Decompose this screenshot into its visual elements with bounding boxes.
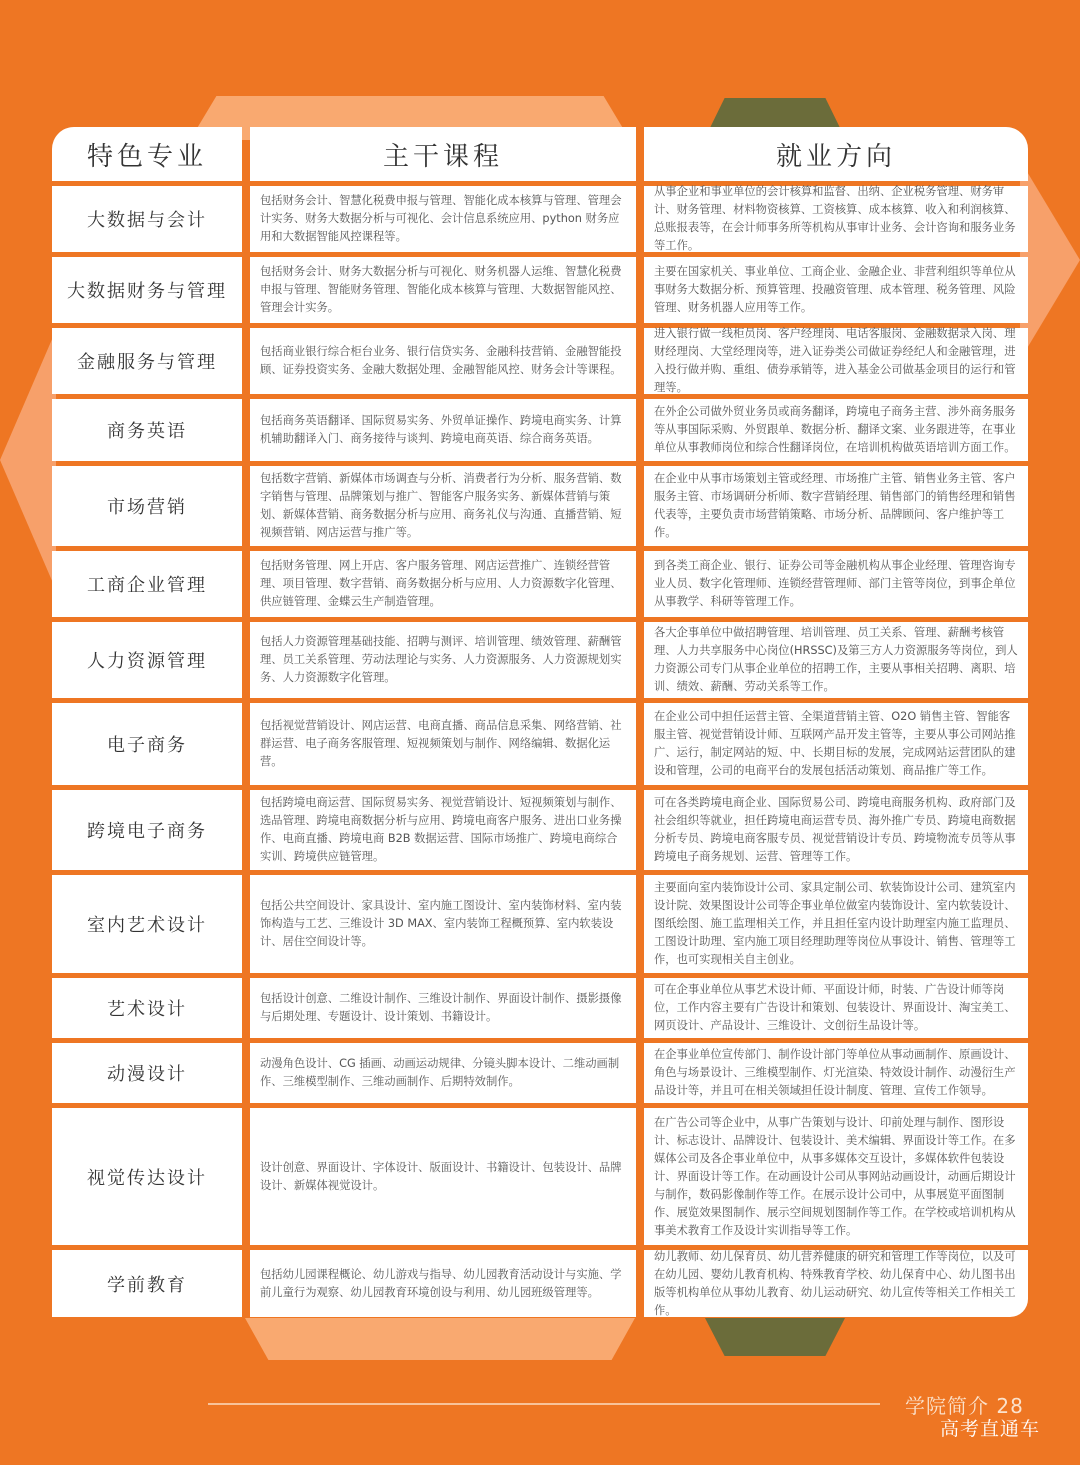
watermark: 高考直通车 xyxy=(940,1418,1041,1440)
major-name: 艺术设计 xyxy=(52,978,242,1038)
course-list: 设计创意、界面设计、字体设计、版面设计、书籍设计、包装设计、品牌设计、新媒体视觉设计。 xyxy=(250,1108,636,1245)
major-name: 电子商务 xyxy=(52,703,242,785)
course-list: 包括商务英语翻译、国际贸易实务、外贸单证操作、跨境电商实务、计算机辅助翻译入门、商务接待与谈判、跨境电商英语、综合商务英语。 xyxy=(250,399,636,461)
career-direction: 从事企业和事业单位的会计核算和监督、出纳、企业税务管理、财务审计、财务管理、材料物资核算、工资核算、成本核算、收入和利润核算、总账报表等，在会计师事务所等机构从事审计业务、会计咨询和服务业务等工作。 xyxy=(644,186,1028,252)
majors-table xyxy=(52,127,1028,1317)
course-list: 包括数字营销、新媒体市场调查与分析、消费者行为分析、服务营销、数字销售与管理、品牌策划与推广、智能客户服务实务、新媒体营销与策划、新媒体营销、商务数据分析与应用、商务礼仪与沟通、直播营销、短视频营销、网店运营与推广等。 xyxy=(250,466,636,546)
course-list: 包括商业银行综合柜台业务、银行信贷实务、金融科技营销、金融智能投顾、证券投资实务、金融大数据处理、金融智能风控、财务会计等课程。 xyxy=(250,328,636,394)
major-name: 工商企业管理 xyxy=(52,551,242,617)
course-list: 包括财务会计、财务大数据分析与可视化、财务机器人运维、智慧化税费申报与管理、智能财务管理、智能化成本核算与管理、大数据智能风控、管理会计实务。 xyxy=(250,257,636,323)
major-name: 动漫设计 xyxy=(52,1043,242,1103)
career-direction: 在广告公司等企业中，从事广告策划与设计、印前处理与制作、图形设计、标志设计、品牌设计、包装设计、美术编辑、界面设计等工作。在多媒体公司及各企事业单位中，从事多媒体交互设计，多媒体软件包装设计、界面设计等工作。在动画设计公司从事网站动画设计，动画后期设计与制作，数码影像制作等工作。在展示设计公司中，从事展览平面图制作、展览效果图制作、展示空间规划图制作等工作。在学校或培训机构从事美术教育工作及设计实训指导等工作。 xyxy=(644,1108,1028,1245)
career-direction: 在企事业单位宣传部门、制作设计部门等单位从事动画制作、原画设计、角色与场景设计、三维模型制作、灯光渲染、特效设计制作、动漫衍生产品设计等，并且可在相关领域担任设计制度、管理、宣传工作领导。 xyxy=(644,1043,1028,1103)
major-name: 学前教育 xyxy=(52,1250,242,1317)
major-name: 大数据财务与管理 xyxy=(52,257,242,323)
course-list: 动漫角色设计、CG 插画、动画运动规律、分镜头脚本设计、二维动画制作、三维模型制作、三维动画制作、后期特效制作。 xyxy=(250,1043,636,1103)
career-direction: 到各类工商企业、银行、证券公司等金融机构从事企业经理、管理咨询专业人员、数字化管理师、连锁经营管理师、部门主管等岗位，到事企单位从事教学、科研等管理工作。 xyxy=(644,551,1028,617)
decor-triangle-left xyxy=(0,330,56,590)
career-direction: 主要面向室内装饰设计公司、家具定制公司、软装饰设计公司、建筑室内设计院、效果图设计公司等企事业单位做室内装饰设计、室内软装设计、图纸绘图、施工监理相关工作，并且担任室内设计助理室内施工监理员、工图设计助理、室内施工项目经理助理等岗位从事设计、销售、管理等工作，也可实现相关自主创业。 xyxy=(644,875,1028,973)
course-list: 包括跨境电商运营、国际贸易实务、视觉营销设计、短视频策划与制作、选品管理、跨境电商数据分析与应用、跨境电商客户服务、进出口业务操作、电商直播、跨境电商 B2B 数据运营、国际市场推广、跨境电商综合实训、跨境供应链管理。 xyxy=(250,790,636,870)
major-name: 市场营销 xyxy=(52,466,242,546)
major-name: 大数据与会计 xyxy=(52,186,242,252)
header-major: 特色专业 xyxy=(52,127,242,181)
course-list: 包括财务会计、智慧化税费申报与管理、智能化成本核算与管理、管理会计实务、财务大数据分析与可视化、会计信息系统应用、python 财务应用和大数据智能风控课程等。 xyxy=(250,186,636,252)
header-career: 就业方向 xyxy=(644,127,1028,181)
major-name: 视觉传达设计 xyxy=(52,1108,242,1245)
course-list: 包括视觉营销设计、网店运营、电商直播、商品信息采集、网络营销、社群运营、电子商务客服管理、短视频策划与制作、网络编辑、数据化运营。 xyxy=(250,703,636,785)
career-direction: 幼儿教师、幼儿保育员、幼儿营养健康的研究和管理工作等岗位，以及可在幼儿园、婴幼儿教育机构、特殊教育学校、幼儿保育中心、幼儿图书出版等机构单位从事幼儿教育、幼儿运动研究、幼儿宣传等相关工作相关工作。 xyxy=(644,1250,1028,1317)
career-direction: 主要在国家机关、事业单位、工商企业、金融企业、非营利组织等单位从事财务大数据分析、预算管理、投融资管理、成本管理、税务管理、风险管理、财务机器人应用等工作。 xyxy=(644,257,1028,323)
course-list: 包括财务管理、网上开店、客户服务管理、网店运营推广、连锁经营管理、项目管理、数字营销、商务数据分析与应用、人力资源数字化管理、供应链管理、金蝶云生产制造管理。 xyxy=(250,551,636,617)
page-number: 28 xyxy=(996,1394,1024,1418)
header-courses: 主干课程 xyxy=(250,127,636,181)
decor-hexagon-bottom-right xyxy=(705,1318,845,1356)
career-direction: 在企业公司中担任运营主管、全渠道营销主管、O2O 销售主管、智能客服主管、视觉营销设计师、互联网产品开发主管等，主要从事公司网站推广、运行，制定网站的短、中、长期目标的发展，完成网站运营团队的建设和管理，公司的电商平台的发展包括活动策划、商品推广等工作。 xyxy=(644,703,1028,785)
major-name: 商务英语 xyxy=(52,399,242,461)
decor-triangle-right xyxy=(1020,160,1080,360)
course-list: 包括幼儿园课程概论、幼儿游戏与指导、幼儿园教育活动设计与实施、学前儿童行为观察、幼儿园教育环境创设与利用、幼儿园班级管理等。 xyxy=(250,1250,636,1317)
footer-divider xyxy=(208,1403,880,1405)
decor-hexagon-bottom-left xyxy=(245,1318,635,1360)
career-direction: 在企业中从事市场策划主管或经理、市场推广主管、销售业务主管、客户服务主管、市场调研分析师、数字营销经理、销售部门的销售经理和销售代表等，主要负责市场营销策略、市场分析、品牌顾问、客户维护等工作。 xyxy=(644,466,1028,546)
career-direction: 各大企事单位中做招聘管理、培训管理、员工关系、管理、薪酬考核管理、人力共享服务中心岗位(HRSSC)及第三方人力资源服务等岗位，到人力资源公司专门从事企业单位的招聘工作，主要从事相关招聘、离职、培训、绩效、薪酬、劳动关系等工作。 xyxy=(644,622,1028,698)
major-name: 跨境电子商务 xyxy=(52,790,242,870)
section-label: 学院简介 xyxy=(905,1394,989,1418)
career-direction: 可在企事业单位从事艺术设计师、平面设计师，时装、广告设计师等岗位，工作内容主要有广告设计和策划、包装设计、界面设计、淘宝美工、网页设计、产品设计、三维设计、文创衍生品设计等。 xyxy=(644,978,1028,1038)
career-direction: 在外企公司做外贸业务员或商务翻译，跨境电子商务主营、涉外商务服务等从事国际采购、外贸跟单、数据分析、翻译文案、业务跟进等，在事业单位从事教师岗位和综合性翻译岗位，在培训机构做英语培训方面工作。 xyxy=(644,399,1028,461)
course-list: 包括设计创意、二维设计制作、三维设计制作、界面设计制作、摄影摄像与后期处理、专题设计、设计策划、书籍设计。 xyxy=(250,978,636,1038)
major-name: 室内艺术设计 xyxy=(52,875,242,973)
course-list: 包括公共空间设计、家具设计、室内施工图设计、室内装饰材料、室内装饰构造与工艺、三维设计 3D MAX、室内装饰工程概预算、室内软装设计、居住空间设计等。 xyxy=(250,875,636,973)
career-direction: 可在各类跨境电商企业、国际贸易公司、跨境电商服务机构、政府部门及社会组织等就业，担任跨境电商运营专员、海外推广专员、跨境电商数据分析专员、跨境电商客服专员、视觉营销设计专员、跨境物流专员等从事跨境电子商务规划、运营、管理等工作。 xyxy=(644,790,1028,870)
major-name: 金融服务与管理 xyxy=(52,328,242,394)
career-direction: 进入银行做一线柜员岗、客户经理岗、电话客服岗、金融数据录入岗、理财经理岗、大堂经理岗等，进入证券类公司做证券经纪人和金融管理，进入投行做并购、重组、债券承销等，进入基金公司做基金项目的运行和管理等。 xyxy=(644,328,1028,394)
major-name: 人力资源管理 xyxy=(52,622,242,698)
course-list: 包括人力资源管理基础技能、招聘与测评、培训管理、绩效管理、薪酬管理、员工关系管理、劳动法理论与实务、人力资源服务、人力资源规划实务、人力资源数字化管理。 xyxy=(250,622,636,698)
